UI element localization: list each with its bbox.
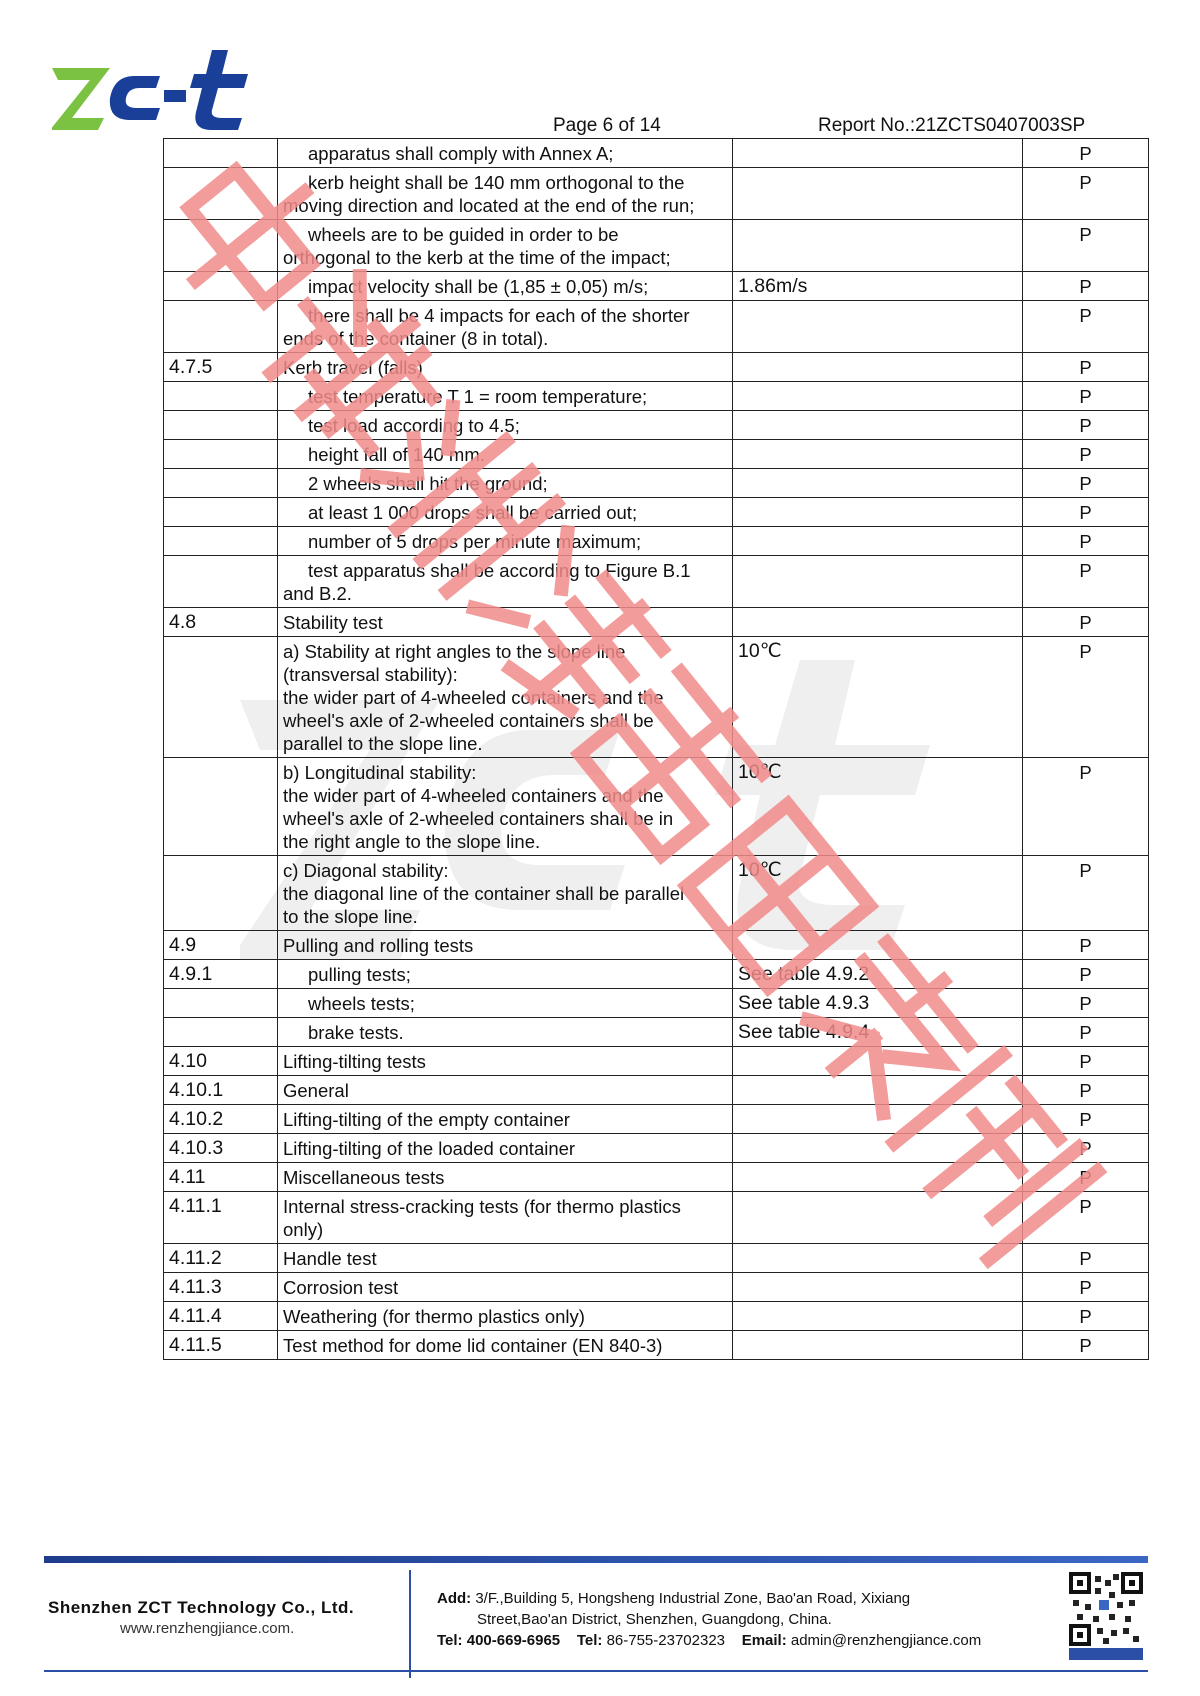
table-row	[164, 168, 1149, 220]
verdict-cell: P	[1023, 556, 1149, 608]
clause-cell: 4.10	[164, 1047, 278, 1076]
verdict-cell: P	[1023, 608, 1149, 637]
requirement-cell	[278, 1302, 733, 1331]
requirement-line: the wider part of 4-wheeled containers and the	[283, 687, 664, 708]
result-remark-cell	[733, 1076, 1023, 1105]
table-row	[164, 758, 1149, 856]
requirement-line: a) Stability at right angles to the slope line	[283, 641, 626, 662]
result-remark-cell	[733, 527, 1023, 556]
requirement-line: moving direction and located at the end of the run;	[283, 195, 695, 216]
verdict-cell: P	[1023, 1047, 1149, 1076]
verdict-cell: P	[1023, 382, 1149, 411]
verdict-cell: P	[1023, 168, 1149, 220]
requirement-cell	[278, 1134, 733, 1163]
requirement-line: parallel to the slope line.	[283, 733, 483, 754]
verdict-cell: P	[1023, 856, 1149, 931]
requirement-cell	[278, 960, 733, 989]
table-row	[164, 353, 1149, 382]
table-row	[164, 989, 1149, 1018]
table-row	[164, 1076, 1149, 1105]
clause-cell: 4.11.5	[164, 1331, 278, 1360]
requirement-line: Handle test	[283, 1248, 377, 1269]
verdict-cell: P	[1023, 272, 1149, 301]
requirement-line: Stability test	[283, 612, 383, 633]
verdict-cell: P	[1023, 527, 1149, 556]
result-remark-cell	[733, 1302, 1023, 1331]
requirement-cell	[278, 1331, 733, 1360]
table-row	[164, 272, 1149, 301]
requirement-line: height fall of 140 mm.	[308, 444, 485, 465]
table-row	[164, 527, 1149, 556]
requirement-line: kerb height shall be 140 mm orthogonal to the	[308, 172, 685, 193]
result-remark-cell	[733, 440, 1023, 469]
requirement-line: the wider part of 4-wheeled containers and the	[283, 785, 664, 806]
requirement-cell	[278, 556, 733, 608]
footer-top-bar	[44, 1556, 1148, 1563]
result-remark-cell	[733, 168, 1023, 220]
clause-cell: 4.10.1	[164, 1076, 278, 1105]
verdict-cell: P	[1023, 931, 1149, 960]
requirement-line: Kerb travel (falls)	[283, 357, 423, 378]
table-row	[164, 382, 1149, 411]
requirement-line: wheel's axle of 2-wheeled containers shall be in	[283, 808, 674, 829]
requirement-cell	[278, 220, 733, 272]
requirement-line: at least 1 000 drops shall be carried out;	[308, 502, 638, 523]
company-logo	[52, 48, 264, 138]
result-remark-cell: 10℃	[733, 758, 1023, 856]
verdict-cell: P	[1023, 1105, 1149, 1134]
result-remark-cell	[733, 1105, 1023, 1134]
page-number: Page 6 of 14	[553, 115, 661, 136]
table-row	[164, 1302, 1149, 1331]
requirement-line: only)	[283, 1219, 324, 1240]
requirement-line: b) Longitudinal stability:	[283, 762, 477, 783]
requirement-cell	[278, 608, 733, 637]
clause-cell	[164, 220, 278, 272]
result-remark-cell	[733, 1134, 1023, 1163]
requirement-line: the right angle to the slope line.	[283, 831, 541, 852]
table-row	[164, 1105, 1149, 1134]
clause-cell: 4.11.3	[164, 1273, 278, 1302]
clause-cell	[164, 556, 278, 608]
requirement-line: wheel's axle of 2-wheeled containers shall be	[283, 710, 654, 731]
table-row	[164, 1331, 1149, 1360]
table-row	[164, 637, 1149, 758]
requirement-line: orthogonal to the kerb at the time of the impact;	[283, 247, 671, 268]
table-row	[164, 556, 1149, 608]
result-remark-cell	[733, 556, 1023, 608]
requirement-cell	[278, 1076, 733, 1105]
requirement-cell	[278, 1163, 733, 1192]
clause-cell: 4.11	[164, 1163, 278, 1192]
requirement-line: Lifting-tilting of the empty container	[283, 1109, 570, 1130]
clause-cell: 4.11.4	[164, 1302, 278, 1331]
requirement-cell	[278, 1018, 733, 1047]
table-row	[164, 608, 1149, 637]
requirement-cell	[278, 758, 733, 856]
footer-address-line2: Street,Bao'an District, Shenzhen, Guangdong, China.	[477, 1611, 832, 1628]
footer-company-name: Shenzhen ZCT Technology Co., Ltd.	[48, 1598, 355, 1617]
clause-cell	[164, 1018, 278, 1047]
requirement-cell	[278, 301, 733, 353]
result-remark-cell	[733, 1273, 1023, 1302]
table-row	[164, 1273, 1149, 1302]
requirement-line: number of 5 drops per minute maximum;	[308, 531, 642, 552]
requirement-line: General	[283, 1080, 349, 1101]
table-row	[164, 960, 1149, 989]
requirement-line: test apparatus shall be according to Figure B.1	[308, 560, 691, 581]
requirement-cell	[278, 1244, 733, 1273]
test-results-table	[163, 138, 1149, 1360]
verdict-cell: P	[1023, 139, 1149, 168]
clause-cell	[164, 440, 278, 469]
requirement-line: Lifting-tilting tests	[283, 1051, 426, 1072]
clause-cell: 4.11.1	[164, 1192, 278, 1244]
requirement-line: Pulling and rolling tests	[283, 935, 474, 956]
table-row	[164, 139, 1149, 168]
verdict-cell: P	[1023, 498, 1149, 527]
requirement-line: wheels are to be guided in order to be	[308, 224, 619, 245]
requirement-cell	[278, 382, 733, 411]
requirement-cell	[278, 440, 733, 469]
requirement-line: brake tests.	[308, 1022, 404, 1043]
requirement-line: Corrosion test	[283, 1277, 399, 1298]
verdict-cell: P	[1023, 1302, 1149, 1331]
requirement-line: test load according to 4.5;	[308, 415, 520, 436]
result-remark-cell	[733, 139, 1023, 168]
requirement-cell	[278, 931, 733, 960]
clause-cell	[164, 498, 278, 527]
result-remark-cell	[733, 498, 1023, 527]
verdict-cell: P	[1023, 411, 1149, 440]
result-remark-cell: 10℃	[733, 856, 1023, 931]
verdict-cell: P	[1023, 301, 1149, 353]
requirement-line: to the slope line.	[283, 906, 418, 927]
clause-cell	[164, 469, 278, 498]
requirement-line: Miscellaneous tests	[283, 1167, 445, 1188]
table-row	[164, 220, 1149, 272]
result-remark-cell	[733, 608, 1023, 637]
footer-contact: Tel: 400-669-6965 Tel: 86-755-23702323 Email: admin@renzhengjiance.com	[437, 1632, 982, 1649]
clause-cell: 4.8	[164, 608, 278, 637]
result-remark-cell	[733, 353, 1023, 382]
result-remark-cell	[733, 1192, 1023, 1244]
clause-cell	[164, 272, 278, 301]
requirement-line: wheels tests;	[308, 993, 415, 1014]
result-remark-cell: 10℃	[733, 637, 1023, 758]
requirement-line: Lifting-tilting of the loaded container	[283, 1138, 576, 1159]
clause-cell: 4.7.5	[164, 353, 278, 382]
report-number: Report No.:21ZCTS0407003SP	[818, 115, 1086, 136]
result-remark-cell	[733, 382, 1023, 411]
requirement-line: Internal stress-cracking tests (for thermo plastics	[283, 1196, 681, 1217]
table-row	[164, 440, 1149, 469]
requirement-cell	[278, 411, 733, 440]
clause-cell	[164, 301, 278, 353]
requirement-cell	[278, 1273, 733, 1302]
result-remark-cell	[733, 411, 1023, 440]
verdict-cell: P	[1023, 960, 1149, 989]
requirement-line: (transversal stability):	[283, 664, 458, 685]
requirement-line: 2 wheels shall hit the ground;	[308, 473, 548, 494]
requirement-cell	[278, 272, 733, 301]
requirement-cell	[278, 168, 733, 220]
verdict-cell: P	[1023, 469, 1149, 498]
clause-cell: 4.10.2	[164, 1105, 278, 1134]
clause-cell	[164, 989, 278, 1018]
requirement-line: test temperature T 1 = room temperature;	[308, 386, 648, 407]
qr-code-icon	[1069, 1572, 1143, 1660]
requirement-line: there shall be 4 impacts for each of the shorter	[308, 305, 690, 326]
table-row	[164, 1192, 1149, 1244]
verdict-cell: P	[1023, 1192, 1149, 1244]
requirement-cell	[278, 353, 733, 382]
requirement-line: the diagonal line of the container shall be parallel	[283, 883, 685, 904]
verdict-cell: P	[1023, 989, 1149, 1018]
requirement-cell	[278, 498, 733, 527]
verdict-cell: P	[1023, 637, 1149, 758]
requirement-line: pulling tests;	[308, 964, 411, 985]
clause-cell	[164, 139, 278, 168]
clause-cell	[164, 637, 278, 758]
requirement-line: apparatus shall comply with Annex A;	[308, 143, 614, 164]
footer-bottom-rule	[44, 1670, 1148, 1672]
requirement-line: impact velocity shall be (1,85 ± 0,05) m/s;	[308, 276, 649, 297]
clause-cell	[164, 382, 278, 411]
requirement-cell	[278, 1047, 733, 1076]
table-row	[164, 498, 1149, 527]
verdict-cell: P	[1023, 1163, 1149, 1192]
result-remark-cell	[733, 220, 1023, 272]
clause-cell	[164, 168, 278, 220]
requirement-line: c) Diagonal stability:	[283, 860, 449, 881]
clause-cell: 4.11.2	[164, 1244, 278, 1273]
clause-cell	[164, 527, 278, 556]
requirement-cell	[278, 527, 733, 556]
requirement-line: Weathering (for thermo plastics only)	[283, 1306, 585, 1327]
table-row	[164, 1047, 1149, 1076]
result-remark-cell	[733, 301, 1023, 353]
verdict-cell: P	[1023, 220, 1149, 272]
verdict-cell: P	[1023, 1076, 1149, 1105]
verdict-cell: P	[1023, 1018, 1149, 1047]
result-remark-cell	[733, 931, 1023, 960]
result-remark-cell	[733, 1244, 1023, 1273]
table-row	[164, 1018, 1149, 1047]
result-remark-cell	[733, 1331, 1023, 1360]
result-remark-cell: See table 4.9.4	[733, 1018, 1023, 1047]
clause-cell: 4.9.1	[164, 960, 278, 989]
table-row	[164, 469, 1149, 498]
requirement-line: ends of the container (8 in total).	[283, 328, 549, 349]
result-remark-cell	[733, 1047, 1023, 1076]
verdict-cell: P	[1023, 440, 1149, 469]
clause-cell	[164, 856, 278, 931]
clause-cell: 4.9	[164, 931, 278, 960]
requirement-cell	[278, 1105, 733, 1134]
verdict-cell: P	[1023, 758, 1149, 856]
requirement-cell	[278, 637, 733, 758]
requirement-cell	[278, 139, 733, 168]
verdict-cell: P	[1023, 1273, 1149, 1302]
requirement-cell	[278, 469, 733, 498]
footer-address-line1: Add: 3/F.,Building 5, Hongsheng Industrial Zone, Bao'an Road, Xixiang	[437, 1590, 911, 1607]
table-row	[164, 856, 1149, 931]
table-row	[164, 931, 1149, 960]
result-remark-cell: 1.86m/s	[733, 272, 1023, 301]
table-row	[164, 1244, 1149, 1273]
result-remark-cell: See table 4.9.3	[733, 989, 1023, 1018]
requirement-cell	[278, 989, 733, 1018]
clause-cell	[164, 411, 278, 440]
table-row	[164, 411, 1149, 440]
result-remark-cell	[733, 1163, 1023, 1192]
clause-cell: 4.10.3	[164, 1134, 278, 1163]
table-row	[164, 1134, 1149, 1163]
footer-divider	[409, 1570, 411, 1678]
requirement-cell	[278, 1192, 733, 1244]
verdict-cell: P	[1023, 1331, 1149, 1360]
requirement-cell	[278, 856, 733, 931]
requirement-line: and B.2.	[283, 583, 352, 604]
result-remark-cell: See table 4.9.2	[733, 960, 1023, 989]
verdict-cell: P	[1023, 1244, 1149, 1273]
clause-cell	[164, 758, 278, 856]
table-row	[164, 1163, 1149, 1192]
verdict-cell: P	[1023, 1134, 1149, 1163]
verdict-cell: P	[1023, 353, 1149, 382]
result-remark-cell	[733, 469, 1023, 498]
footer-website: www.renzhengjiance.com.	[120, 1620, 295, 1637]
requirement-line: Test method for dome lid container (EN 840-3)	[283, 1335, 663, 1356]
table-row	[164, 301, 1149, 353]
